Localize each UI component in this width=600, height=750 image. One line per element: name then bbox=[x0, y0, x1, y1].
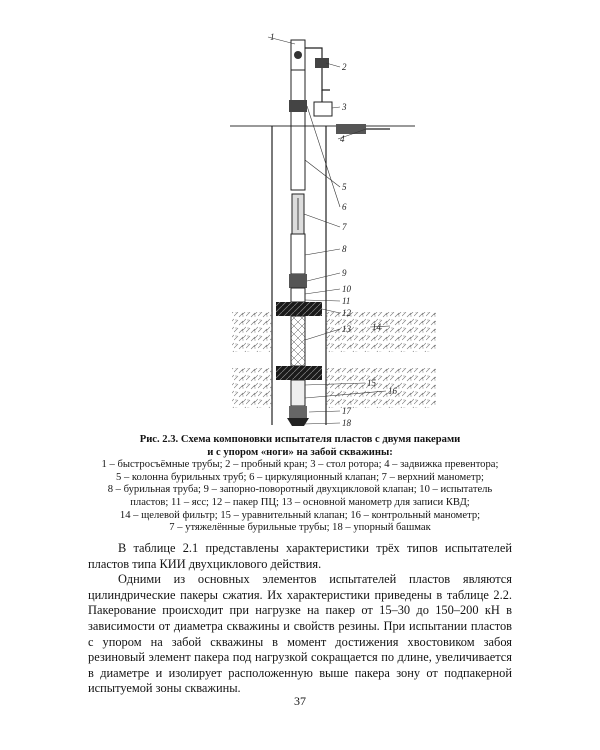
rotor-table bbox=[314, 102, 332, 116]
drill-pipe-lower bbox=[291, 234, 305, 274]
side-line-pipe bbox=[305, 48, 330, 90]
paragraph: В таблице 2.1 представлены характеристики трёх типов испытателей пластов типа КИИ двухциклового действия. bbox=[88, 541, 512, 571]
heavy-drill-pipes bbox=[289, 406, 307, 418]
callout-number: 18 bbox=[342, 418, 351, 428]
callout-number: 10 bbox=[342, 284, 351, 294]
callout-number: 4 bbox=[340, 134, 345, 144]
callout-number: 9 bbox=[342, 268, 347, 278]
callout-number: 13 bbox=[342, 324, 351, 334]
well-tester-diagram bbox=[150, 30, 460, 430]
callout-number: 12 bbox=[342, 308, 351, 318]
lower-formation-left bbox=[232, 368, 272, 408]
control-manometer bbox=[291, 380, 305, 406]
callout-number: 1 bbox=[270, 32, 275, 42]
caption-legend-line: 5 – колонна бурильных труб; 6 – циркуляционный клапан; 7 – верхний манометр; bbox=[116, 471, 484, 483]
callout-number: 17 bbox=[342, 406, 351, 416]
callout-number: 6 bbox=[342, 202, 347, 212]
callout-number: 15 bbox=[367, 378, 376, 388]
swivel-head bbox=[294, 51, 302, 59]
leader-line bbox=[305, 300, 340, 301]
callout-number: 5 bbox=[342, 182, 347, 192]
callout-number: 11 bbox=[342, 296, 351, 306]
leader-line bbox=[304, 214, 340, 227]
diagram-svg bbox=[150, 30, 460, 430]
callout-number: 7 bbox=[342, 222, 347, 232]
leader-line bbox=[305, 160, 340, 187]
body-text bbox=[88, 541, 512, 697]
leader-line bbox=[305, 249, 340, 255]
callout-number: 3 bbox=[342, 102, 347, 112]
callout-number: 14 bbox=[372, 322, 381, 332]
caption-legend-line: пластов; 11 – ясс; 12 – пакер ПЦ; 13 – основной манометр для записи КВД; bbox=[130, 496, 470, 508]
tester-body bbox=[291, 288, 305, 302]
leader-line bbox=[307, 106, 340, 207]
paragraph: Одними из основных элементов испытателей пластов являются цилиндрические пакеры сжатия. Их характеристики приведены в таблице 2.2. Пакерование происходит при нагрузке на пакер от 15–30 до 150–200 кН в зависимости от диаметра скважины и свойств резины. При испытании пластов с упором на забой скважины в момент достижения хвостовиком забоя резиновый элемент пакера под нагрузкой сокращается по длине, увеличивается в диаметре и изолирует расположенную выше пакера зону от подпакерной испытуемой зоны скважины. bbox=[88, 572, 512, 696]
leader-line bbox=[307, 273, 340, 281]
slotted-filter bbox=[291, 316, 305, 366]
upper-packer bbox=[276, 302, 322, 316]
caption-title-line2: и с упором «ноги» на забой скважины: bbox=[207, 446, 393, 458]
caption-title-line1: Рис. 2.3. Схема компоновки испытателя пластов с двумя пакерами bbox=[139, 434, 461, 445]
page-number: 37 bbox=[294, 694, 306, 708]
lower-packer bbox=[276, 366, 322, 380]
leader-line bbox=[305, 289, 340, 294]
leader-line bbox=[332, 107, 340, 108]
shutoff-valve bbox=[289, 274, 307, 288]
leader-line bbox=[304, 423, 340, 424]
drill-pipe-column bbox=[291, 70, 305, 190]
support-shoe bbox=[287, 418, 309, 426]
preventer-valve bbox=[336, 124, 366, 134]
lower-formation-right bbox=[326, 368, 436, 408]
caption-legend-line: 8 – бурильная труба; 9 – запорно-поворотный двухцикловой клапан; 10 – испытатель bbox=[107, 484, 493, 496]
callout-number: 8 bbox=[342, 244, 347, 254]
figure-caption bbox=[60, 434, 540, 535]
circulation-valve bbox=[289, 100, 307, 112]
caption-legend-line: 7 – утяжелённые бурильные трубы; 18 – упорный башмак bbox=[169, 522, 431, 534]
caption-legend-line: 14 – щелевой фильтр; 15 – уравнительный клапан; 16 – контрольный манометр; bbox=[119, 509, 481, 521]
upper-formation-left bbox=[232, 312, 272, 352]
leader-line bbox=[309, 411, 340, 412]
caption-legend-line: 1 – быстросъёмные трубы; 2 – пробный кран; 3 – стол ротора; 4 – задвижка превентора; bbox=[101, 459, 499, 471]
callout-number: 16 bbox=[388, 386, 397, 396]
callout-number: 2 bbox=[342, 62, 347, 72]
